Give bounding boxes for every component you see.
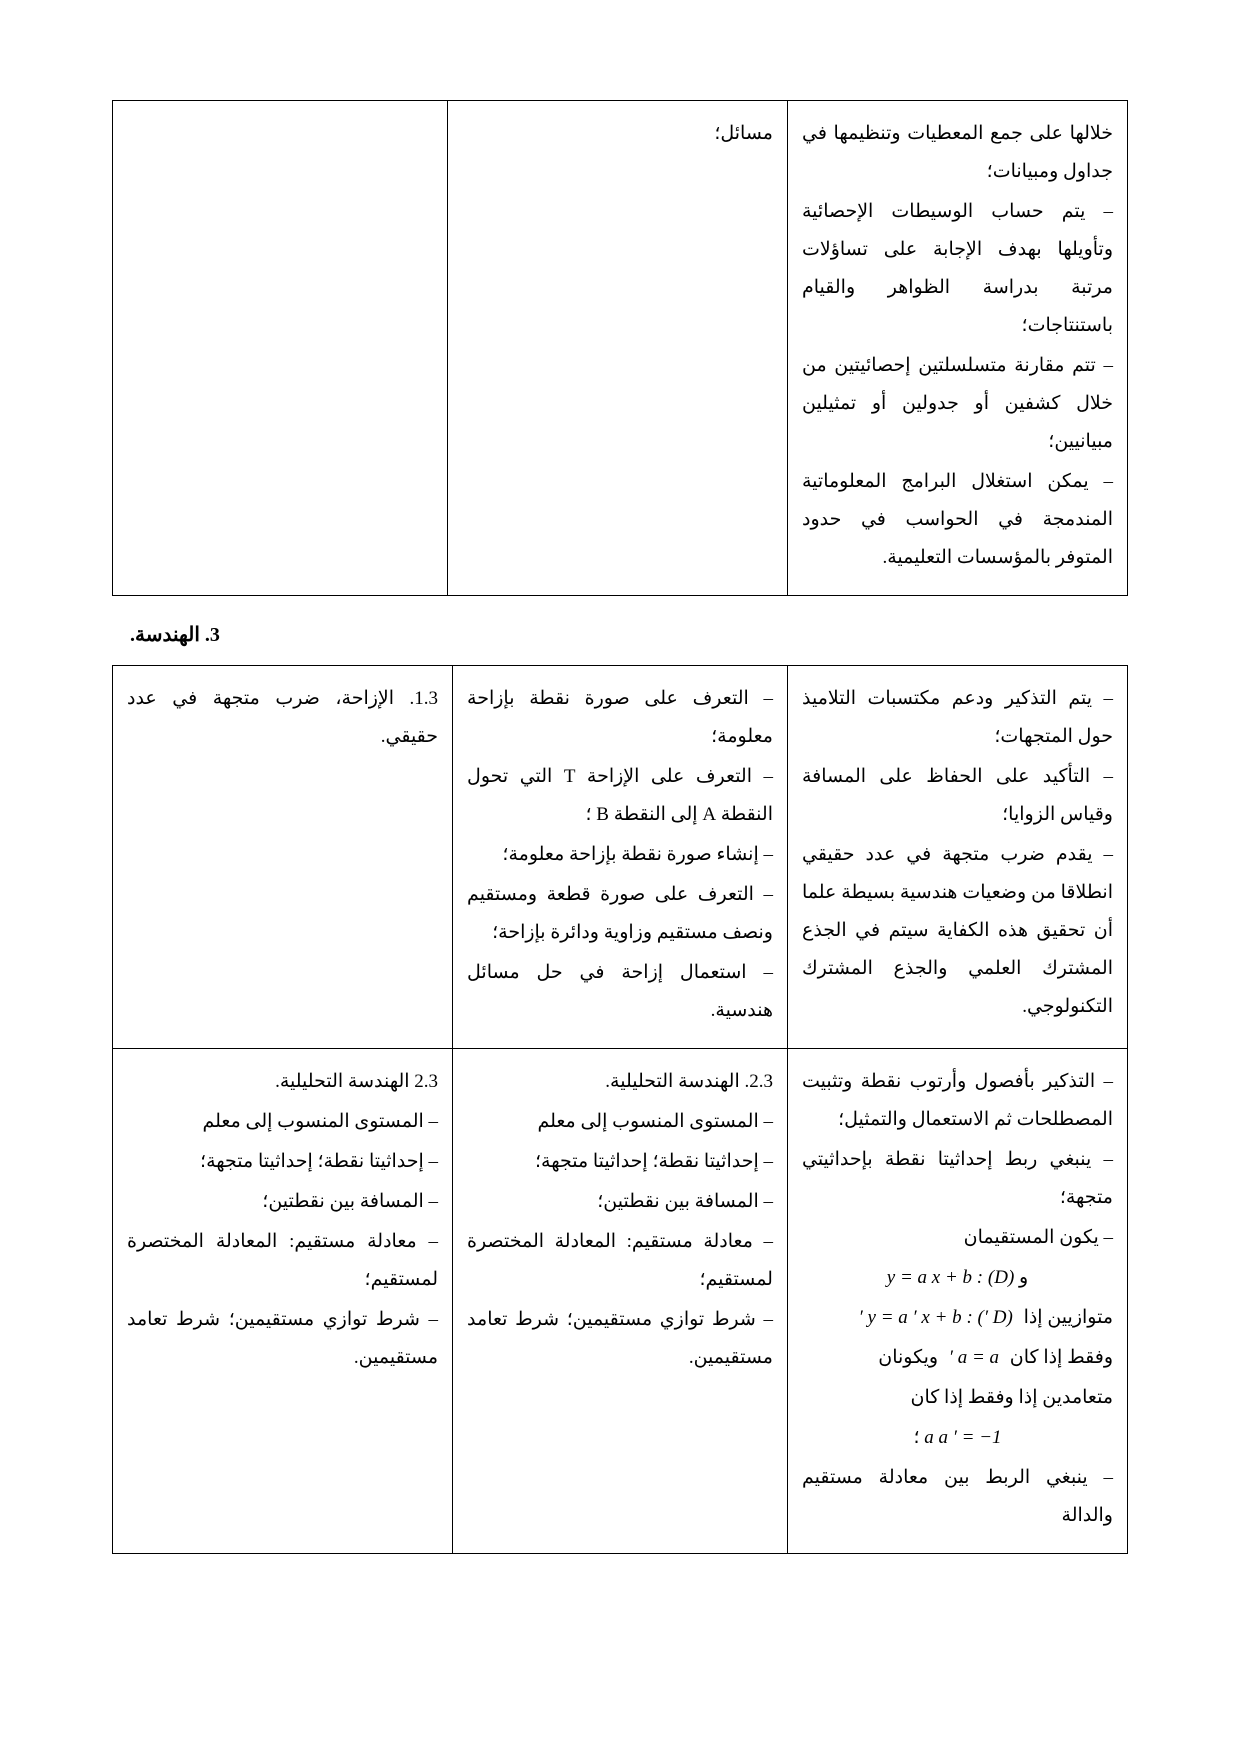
geometry-row2-notes-cell: [787, 1049, 1127, 1554]
row2-note-3: – يكون المستقيمان: [963, 1227, 1113, 1248]
row1-objective-4: – التعرف على صورة قطعة ومستقيم ونصف مستقيم وزاوية ودائرة بإزاحة؛: [467, 884, 773, 943]
row2-math-line-2: [802, 1299, 1113, 1337]
table-row: [113, 101, 1128, 596]
row2-math-2-suffix: متوازيين إذا: [1023, 1307, 1113, 1328]
row2-topic-line-1: – المستوى المنسوب إلى معلم: [202, 1111, 439, 1132]
row2-math-4: a a ′ = −1: [924, 1427, 1002, 1448]
row2-objective-5: – معادلة مستقيم: المعادلة المختصرة لمستقيم؛: [467, 1231, 773, 1290]
table-row: [113, 666, 1128, 1049]
row2-objective-4: – المسافة بين نقطتين؛: [597, 1191, 773, 1212]
row2-topic-line-2: – إحداثيتا نقطة؛ إحداثيتا متجهة؛: [200, 1151, 439, 1172]
section-heading-title: الهندسة.: [130, 624, 200, 646]
row1-note-1: – يتم التذكير ودعم مكتسبات التلاميذ حول المتجهات؛: [801, 688, 1113, 747]
geometry-row2-objectives-cell: [453, 1049, 788, 1554]
row1-objective-3: – إنشاء صورة نقطة بإزاحة معلومة؛: [502, 844, 773, 865]
row2-math-line-3: [802, 1339, 1113, 1377]
stats-content-cell: [787, 101, 1127, 596]
row2-math-3-suffix: ويكونان: [878, 1347, 939, 1368]
row2-line-after-math: متعامدين إذا وفقط إذا كان: [910, 1387, 1113, 1408]
section-heading-number: 3.: [204, 624, 220, 646]
geometry-row1-objectives-cell: [453, 666, 788, 1049]
row2-math-2: (D ′) : y = a ′ x + b ′: [858, 1307, 1013, 1328]
section-heading: [112, 622, 1128, 647]
row2-note-last: – ينبغي الربط بين معادلة مستقيم والدالة: [801, 1467, 1113, 1526]
table-row: [113, 1049, 1128, 1554]
statistics-table: [112, 100, 1128, 596]
stats-middle-text: مسائل؛: [714, 123, 773, 144]
row2-topic-line-4: – معادلة مستقيم: المعادلة المختصرة لمستقيم؛: [127, 1231, 439, 1290]
row2-math-3: a = a ′: [948, 1347, 1000, 1368]
row1-objective-1: – التعرف على صورة نقطة بإزاحة معلومة؛: [467, 688, 773, 747]
row2-math-4-suffix: ؛: [913, 1427, 920, 1448]
row2-math-1: (D) : y = a x + b: [886, 1267, 1015, 1288]
stats-middle-cell: [447, 101, 787, 596]
row2-note-1: – التذكير بأفصول وأرتوب نقطة وتثبيت المصطلحات ثم الاستعمال والتمثيل؛: [801, 1071, 1113, 1130]
row1-topic-title: 1.3. الإزاحة، ضرب متجهة في عدد حقيقي.: [127, 688, 439, 747]
row2-topic-line-3: – المسافة بين نقطتين؛: [262, 1191, 439, 1212]
row2-math-3-prefix: وفقط إذا كان: [1009, 1347, 1113, 1368]
row2-objective-3: – إحداثيتا نقطة؛ إحداثيتا متجهة؛: [534, 1151, 773, 1172]
row2-math-1-suffix: و: [1019, 1267, 1029, 1288]
row1-note-3: – يقدم ضرب متجهة في عدد حقيقي انطلاقا من وضعيات هندسية بسيطة علما أن تحقيق هذه الكفاية سيتم في الجذع المشترك العلمي والجذع المشترك التكنولوجي.: [801, 844, 1113, 1017]
stats-line-2: – يتم حساب الوسيطات الإحصائية وتأويلها بهدف الإجابة على تساؤلات مرتبة بدراسة الظواهر والقيام باستنتاجات؛: [801, 201, 1113, 336]
row2-objective-1: 2.3. الهندسة التحليلية.: [605, 1071, 773, 1092]
stats-line-1: خلالها على جمع المعطيات وتنظيمها في جداول ومبيانات؛: [801, 123, 1113, 182]
geometry-row1-notes-cell: [787, 666, 1127, 1049]
row2-math-line-1: [802, 1259, 1113, 1297]
stats-line-4: – يمكن استغلال البرامج المعلوماتية المندمجة في الحواسب في حدود المتوفر بالمؤسسات التعليمية.: [801, 471, 1113, 568]
stats-right-cell: [113, 101, 448, 596]
geometry-table: [112, 665, 1128, 1554]
row2-topic-line-5: – شرط توازي مستقيمين؛ شرط تعامد مستقيمين.: [127, 1309, 439, 1368]
row2-objective-6: – شرط توازي مستقيمين؛ شرط تعامد مستقيمين.: [467, 1309, 773, 1368]
row1-note-2: – التأكيد على الحفاظ على المسافة وقياس الزوايا؛: [801, 766, 1113, 825]
row2-note-2: – ينبغي ربط إحداثيتا نقطة بإحداثيتي متجهة؛: [801, 1149, 1113, 1208]
row1-objective-2: – التعرف على الإزاحة T التي تحول النقطة A إلى النقطة B ؛: [467, 766, 773, 825]
geometry-row2-topic-cell: [113, 1049, 453, 1554]
row2-objective-2: – المستوى المنسوب إلى معلم: [537, 1111, 773, 1132]
row1-objective-5: – استعمال إزاحة في حل مسائل هندسية.: [467, 962, 773, 1021]
stats-line-3: – تتم مقارنة متسلسلتين إحصائيتين من خلال كشفين أو جدولين أو تمثيلين مبيانيين؛: [801, 355, 1113, 452]
geometry-row1-topic-cell: [113, 666, 453, 1049]
row2-math-line-4: [802, 1419, 1113, 1457]
row2-topic-title: 2.3 الهندسة التحليلية.: [275, 1071, 439, 1092]
